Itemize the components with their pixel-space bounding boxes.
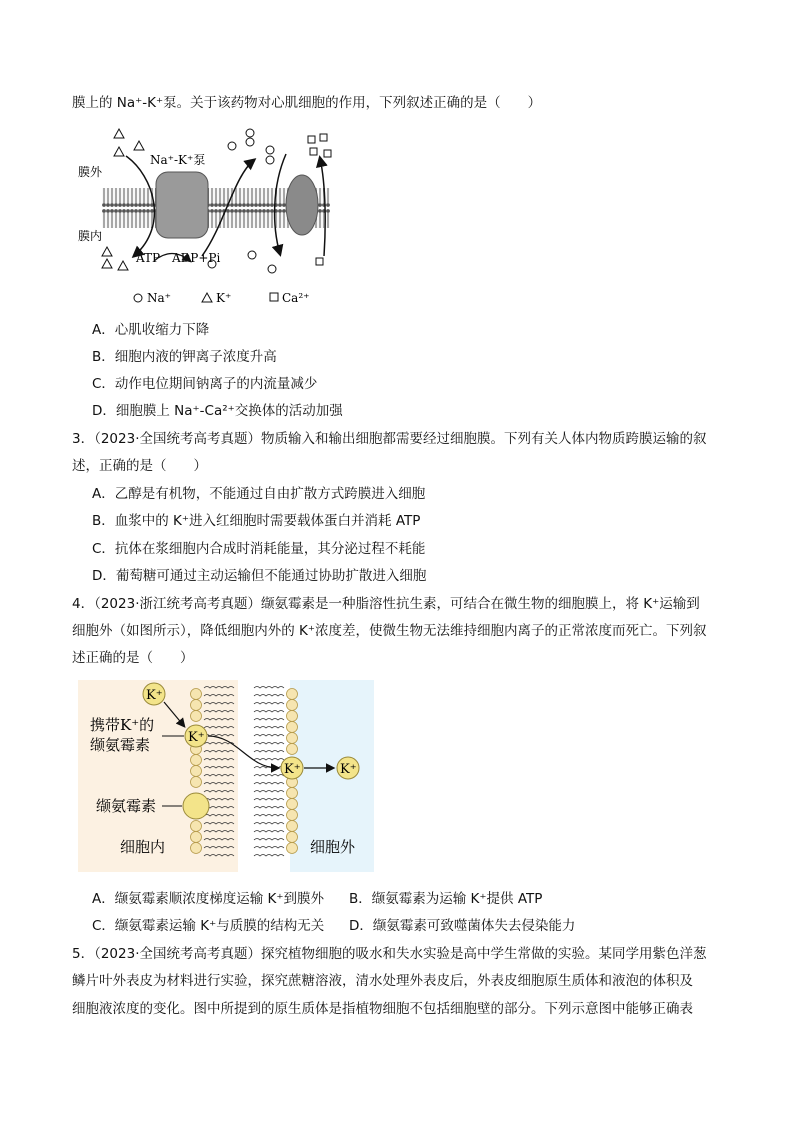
adp-label: ADP+Pi	[172, 251, 221, 265]
valinomycin-figure	[78, 680, 374, 872]
q4-stem-line-3: 述正确的是（ ）	[72, 650, 194, 666]
q4-stem-line-1: 4．（2023·浙江统考高考真题）缬氨霉素是一种脂溶性抗生素，可结合在微生物的细胞膜上，将 K⁺运输到	[72, 596, 700, 612]
q3-option-d: D．葡萄糖可通过主动运输但不能通过协助扩散进入细胞	[92, 568, 427, 584]
k-ion-outside-label: K⁺	[340, 762, 357, 777]
q3-option-a: A．乙醇是有机物，不能通过自由扩散方式跨膜进入细胞	[92, 486, 426, 502]
inside-label: 膜内	[78, 229, 103, 243]
q4-option-d: D．缬氨霉素可致噬菌体失去侵染能力	[349, 918, 576, 934]
q3-option-c: C．抗体在浆细胞内合成时消耗能量，其分泌过程不耗能	[92, 541, 426, 557]
q2-option-a: A．心肌收缩力下降	[92, 322, 210, 338]
q4-option-c: C．缬氨霉素运输 K⁺与质膜的结构无关	[92, 918, 325, 934]
legend-na-icon	[134, 294, 142, 302]
q3-option-b: B．血浆中的 K⁺进入红细胞时需要载体蛋白并消耗 ATP	[92, 513, 421, 529]
q4-option-b: B．缬氨霉素为运输 K⁺提供 ATP	[349, 891, 543, 907]
inside-label: 细胞内	[120, 838, 166, 856]
membrane-pump-figure	[74, 116, 344, 310]
legend-ca: Ca²⁺	[282, 291, 310, 305]
carrier-label-line-1: 携带K⁺的	[90, 716, 155, 734]
q3-stem-line-2: 述，正确的是（ ）	[72, 458, 207, 474]
q2-stem: 膜上的 Na⁺-K⁺泵。关于该药物对心肌细胞的作用，下列叙述正确的是（ ）	[72, 95, 542, 111]
q2-option-c: C．动作电位期间钠离子的内流量减少	[92, 376, 318, 392]
q5-stem-line-2: 鳞片叶外表皮为材料进行实验，探究蔗糖溶液，清水处理外表皮后，外表皮细胞原生质体和液泡的体积及	[72, 973, 693, 989]
k-ion-start-label: K⁺	[146, 688, 163, 703]
q2-option-d: D．细胞膜上 Na⁺-Ca²⁺交换体的活动加强	[92, 403, 343, 419]
legend-ca-icon	[270, 293, 278, 301]
outside-label: 细胞外	[310, 838, 356, 856]
valinomycin-molecule	[183, 793, 209, 819]
valinomycin-label: 缬氨霉素	[96, 797, 157, 815]
legend-na: Na⁺	[147, 291, 171, 305]
exchanger-protein	[286, 175, 318, 235]
q5-stem-line-1: 5．（2023·全国统考高考真题）探究植物细胞的吸水和失水实验是高中学生常做的实验。某同学用紫色洋葱	[72, 946, 707, 962]
pump-protein	[156, 172, 208, 238]
q5-stem-line-3: 细胞液浓度的变化。图中所提到的原生质体是指植物细胞不包括细胞壁的部分。下列示意图中能够正确表	[72, 1001, 693, 1017]
pump-label: Na⁺-K⁺泵	[150, 153, 206, 167]
k-ion-membrane-label: K⁺	[284, 762, 301, 777]
legend-k-icon	[202, 293, 212, 302]
q4-stem-line-2: 细胞外（如图所示），降低细胞内外的 K⁺浓度差，使微生物无法维持细胞内离子的正常浓度而死亡。下列叙	[72, 623, 707, 639]
carrier-label-line-2: 缬氨霉素	[90, 736, 151, 754]
k-ion-carried-label: K⁺	[188, 730, 205, 745]
outside-label: 膜外	[78, 165, 103, 179]
legend-k: K⁺	[216, 291, 232, 305]
atp-label: ATP	[136, 251, 161, 265]
q4-option-a: A．缬氨霉素顺浓度梯度运输 K⁺到膜外	[92, 891, 325, 907]
q2-option-b: B．细胞内液的钾离子浓度升高	[92, 349, 277, 365]
q3-stem-line-1: 3．（2023·全国统考高考真题）物质输入和输出细胞都需要经过细胞膜。下列有关人体内物质跨膜运输的叙	[72, 431, 707, 447]
